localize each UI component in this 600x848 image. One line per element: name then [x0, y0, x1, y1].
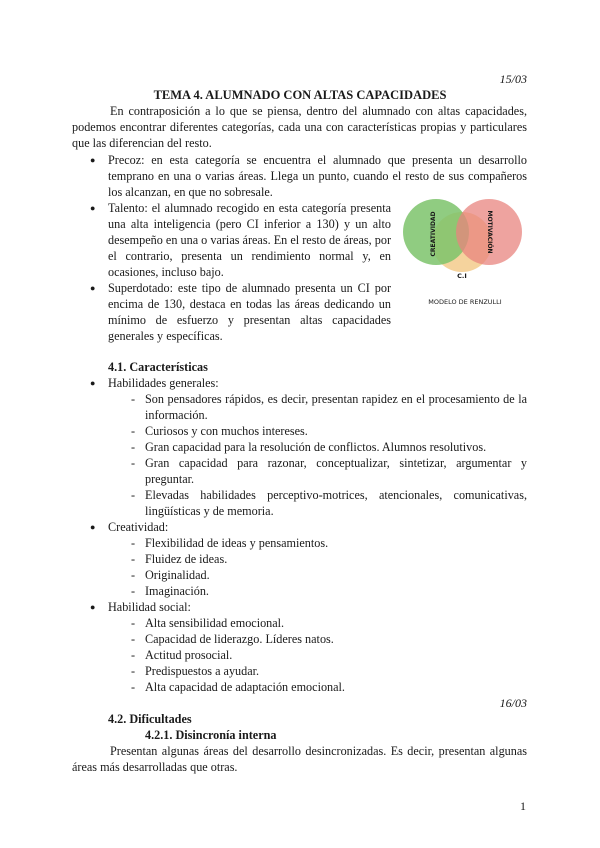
dash-icon: - [131, 488, 136, 502]
bullet-icon: ● [90, 203, 96, 213]
section-heading: 4.1. Características [108, 360, 208, 374]
bullet-icon: ● [90, 522, 96, 532]
venn-label-creatividad: CREATIVIDAD [430, 211, 437, 257]
dash-icon: - [131, 584, 136, 598]
subsection-heading: 4.2.1. Disincronía interna [145, 728, 277, 742]
list-item-text: Elevadas habilidades perceptivo-motrices, atencionales, comunicativas, lingüísticas y de memoria. [145, 488, 527, 518]
list-item-text: Talento: el alumnado recogido en esta categoría presenta una alta inteligencia (pero CI inferior a 130) y un alto desempeño en una o varias áreas. En el resto de áreas, por el contrario, presenta un rendimiento normal y, en ocasiones, incluso bajo. [108, 201, 391, 279]
list-item [90, 280, 392, 344]
dash-icon: - [131, 424, 136, 438]
list-item-text: Gran capacidad para la resolución de conflictos. Alumnos resolutivos. [145, 440, 487, 454]
list-item-text: Capacidad de liderazgo. Líderes natos. [145, 632, 334, 646]
list-item-text: Gran capacidad para razonar, conceptualizar, sintetizar, argumentar y preguntar. [145, 456, 527, 486]
dash-icon: - [131, 632, 136, 646]
list-item [90, 519, 527, 535]
dash-icon: - [131, 456, 136, 470]
list-item-text: Originalidad. [145, 568, 210, 582]
dash-icon: - [131, 440, 136, 454]
list-item-text: Superdotado: este tipo de alumnado presenta un CI por encima de 130, destaca en todas las áreas dedicando un mínimo de esfuerzo y presentan altas capacidades generales y específicas. [108, 281, 391, 343]
bullet-icon: ● [90, 155, 96, 165]
group-label: Habilidades generales: [108, 376, 219, 390]
bullet-icon: ● [90, 283, 96, 293]
date-label: 15/03 [499, 72, 527, 86]
date-label: 16/03 [499, 696, 527, 710]
bullet-icon: ● [90, 378, 96, 388]
renzulli-venn-diagram [398, 196, 528, 316]
list-item [90, 375, 527, 391]
venn-label-motivacion: MOTIVACIÓN [486, 210, 493, 254]
group-label: Creatividad: [108, 520, 169, 534]
dash-icon: - [131, 680, 136, 694]
page-title: TEMA 4. ALUMNADO CON ALTAS CAPACIDADES [153, 88, 447, 102]
page-number: 1 [520, 799, 526, 813]
intro-paragraph: En contraposición a lo que se piensa, dentro del alumnado con altas capacidades, podemos encontrar diferentes categorías, cada una con características propias y particulares que las diferencian del resto. [72, 104, 527, 150]
figure-caption: MODELO DE RENZULLI [428, 298, 502, 306]
section-heading: 4.2. Dificultades [108, 712, 192, 726]
list-item [90, 200, 392, 280]
dash-icon: - [131, 392, 136, 406]
venn-label-ci: C.I [457, 272, 467, 280]
list-item-text: Imaginación. [145, 584, 209, 598]
list-item-text: Predispuestos a ayudar. [145, 664, 260, 678]
dash-icon: - [131, 616, 136, 630]
list-item-text: Curiosos y con muchos intereses. [145, 424, 308, 438]
dash-icon: - [131, 648, 136, 662]
list-item-text: Actitud prosocial. [145, 648, 233, 662]
dash-icon: - [131, 568, 136, 582]
list-item-text: Son pensadores rápidos, es decir, presentan rapidez en el procesamiento de la información. [145, 392, 527, 422]
list-item-text: Fluidez de ideas. [145, 552, 228, 566]
dash-icon: - [131, 552, 136, 566]
dash-icon: - [131, 664, 136, 678]
list-item-text: Precoz: en esta categoría se encuentra el alumnado que presenta un desarrollo temprano en una o varias áreas. Llega un punto, cuando el resto de sus compañeros los alcanzan, en que no sobresale. [108, 153, 527, 199]
group-label: Habilidad social: [108, 600, 191, 614]
list-item [90, 599, 527, 615]
list-item-text: Flexibilidad de ideas y pensamientos. [145, 536, 329, 550]
list-item-text: Alta capacidad de adaptación emocional. [145, 680, 345, 694]
dash-icon: - [131, 536, 136, 550]
list-item [90, 152, 527, 200]
list-item-text: Alta sensibilidad emocional. [145, 616, 285, 630]
section-paragraph: Presentan algunas áreas del desarrollo desincronizadas. Es decir, presentan algunas áreas más desarrolladas que otras. [72, 744, 527, 774]
bullet-icon: ● [90, 602, 96, 612]
